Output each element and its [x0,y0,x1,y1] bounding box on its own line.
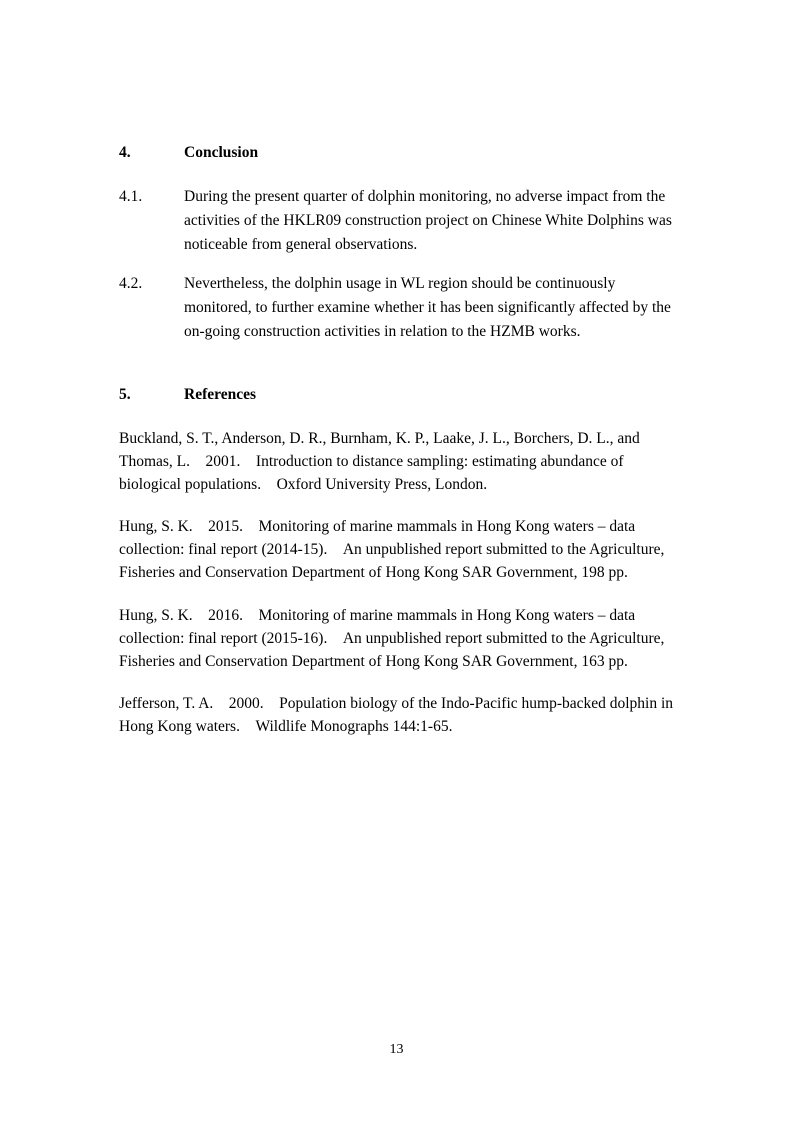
reference-line: Hung, S. K. 2016. Monitoring of marine mammals in Hong Kong waters – data [119,607,636,624]
reference-line: Jefferson, T. A. 2000. Population biology of the Indo-Pacific hump-backed dolphin in [119,695,674,712]
reference-entry [119,515,699,584]
reference-line: Fisheries and Conservation Department of Hong Kong SAR Government, 163 pp. [119,653,628,670]
paragraph-line: monitored, to further examine whether it has been significantly affected by the [184,299,671,316]
section-title: References [184,386,257,403]
reference-line: Buckland, S. T., Anderson, D. R., Burnham, K. P., Laake, J. L., Borchers, D. L., and [119,430,640,447]
reference-line: Hung, S. K. 2015. Monitoring of marine mammals in Hong Kong waters – data [119,518,636,535]
paragraph-line: Nevertheless, the dolphin usage in WL region should be continuously [184,275,616,292]
paragraph-text [184,185,691,257]
reference-line: Thomas, L. 2001. Introduction to distance sampling: estimating abundance of [119,453,624,470]
paragraph-text [184,272,691,344]
paragraph-number: 4.2. [119,275,143,292]
reference-line: collection: final report (2014-15). An unpublished report submitted to the Agriculture, [119,541,665,558]
paragraph-line: on-going construction activities in relation to the HZMB works. [184,323,581,340]
paragraph-line: During the present quarter of dolphin monitoring, no adverse impact from the [184,188,666,205]
reference-entry [119,604,699,673]
paragraph-4-2 [119,272,691,344]
page-number: 13 [389,1042,404,1057]
reference-entry [119,427,699,496]
paragraph-line: noticeable from general observations. [184,236,418,253]
reference-line: biological populations. Oxford University Press, London. [119,476,488,493]
section-number: 5. [119,386,131,403]
paragraph-number: 4.1. [119,188,143,205]
reference-line: collection: final report (2015-16). An unpublished report submitted to the Agriculture, [119,630,665,647]
reference-entry [119,692,699,738]
section-number: 4. [119,144,131,161]
paragraph-4-1 [119,185,691,257]
paragraph-line: activities of the HKLR09 construction project on Chinese White Dolphins was [184,212,672,229]
reference-line: Hong Kong waters. Wildlife Monographs 144:1-65. [119,718,453,735]
reference-line: Fisheries and Conservation Department of Hong Kong SAR Government, 198 pp. [119,564,628,581]
section-title: Conclusion [184,144,259,161]
